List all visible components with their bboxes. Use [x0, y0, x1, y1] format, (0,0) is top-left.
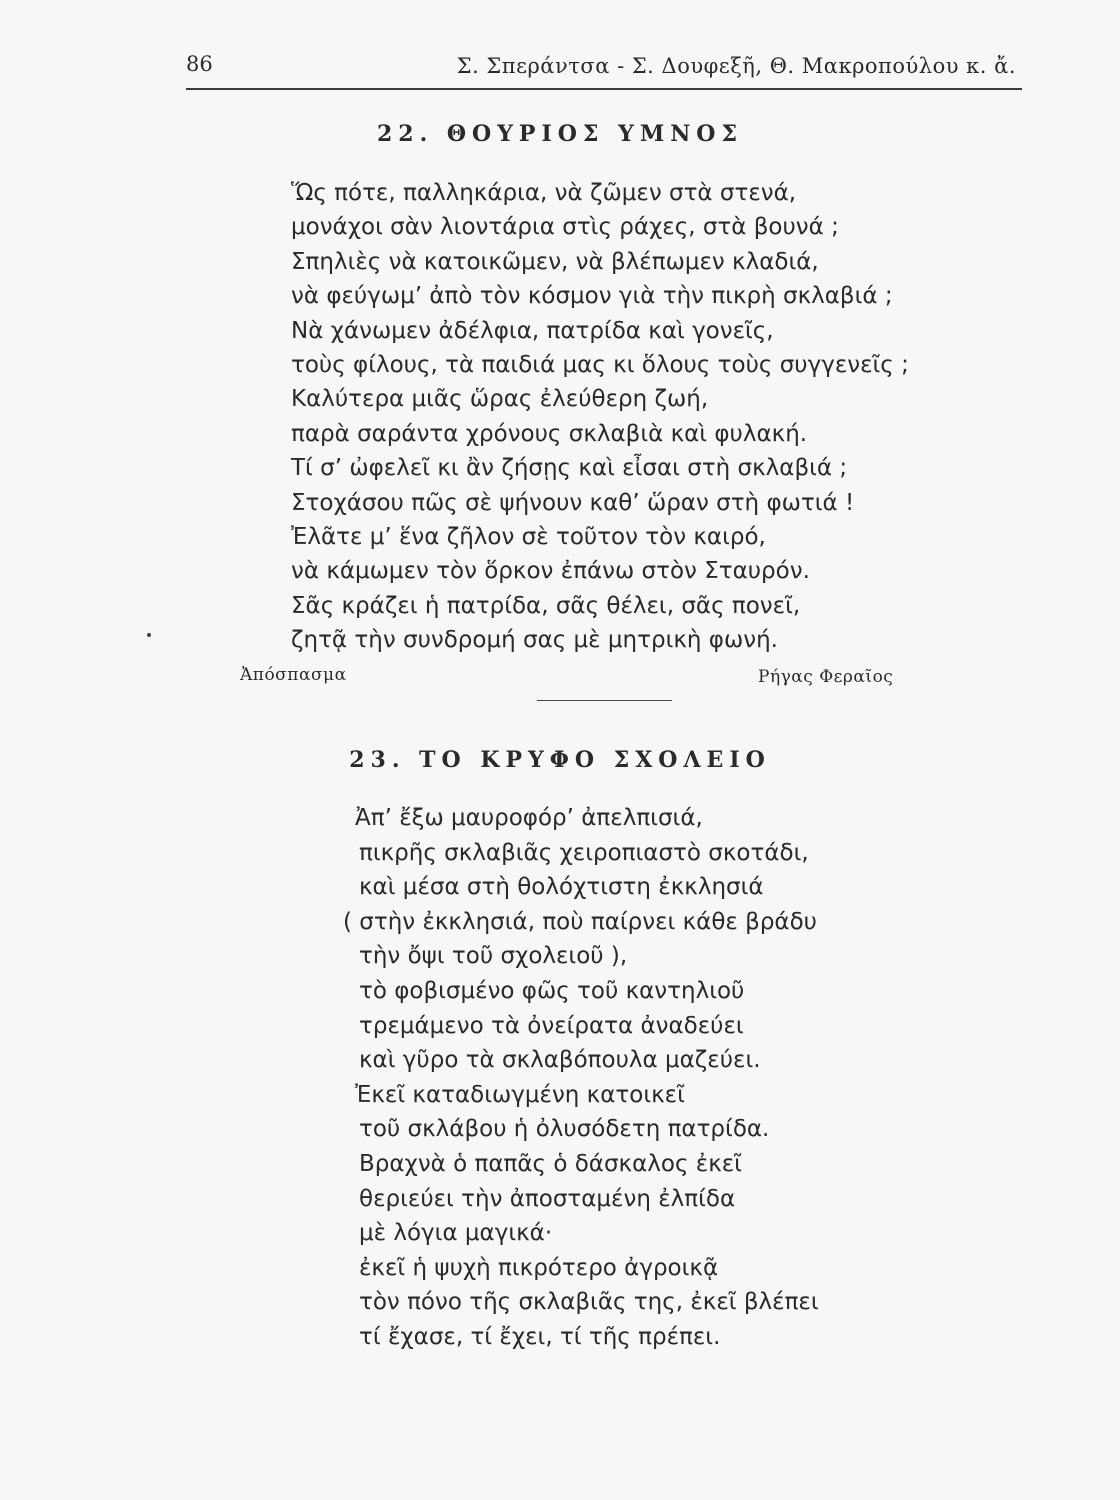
poem-line: Σᾶς κράζει ἡ πατρίδα, σᾶς θέλει, σᾶς πονεῖ, — [291, 592, 801, 619]
poem-line: Σπηλιὲς νὰ κατοικῶμεν, νὰ βλέπωμεν κλαδιά, — [291, 248, 819, 275]
poem-line: πικρῆς σκλαβιᾶς χειροπιαστὸ σκοτάδι, — [359, 839, 809, 866]
poem-line: παρὰ σαράντα χρόνους σκλαβιὰ καὶ φυλακή. — [291, 420, 808, 447]
poem-line: τί ἔχασε, τί ἔχει, τί τῆς πρέπει. — [359, 1323, 721, 1350]
poem-line: Βραχνὰ ὁ παπᾶς ὁ δάσκαλος ἐκεῖ — [359, 1150, 742, 1177]
poem-line: τρεμάμενο τὰ ὀνείρατα ἀναδεύει — [359, 1012, 744, 1039]
poem-line: Νὰ χάνωμεν ἀδέλφια, πατρίδα καὶ γονεῖς, — [291, 317, 774, 344]
section-divider — [537, 700, 672, 701]
poem-author: Ρήγας Φεραῖος — [758, 667, 894, 687]
poem-line: νὰ φεύγωμ’ ἀπὸ τὸν κόσμον γιὰ τὴν πικρὴ σκλαβιά ; — [291, 283, 893, 310]
poem-line: τὸν πόνο τῆς σκλαβιᾶς της, ἐκεῖ βλέπει — [359, 1289, 819, 1316]
excerpt-label: Ἀπόσπασμα — [240, 665, 347, 685]
poem-line: τοῦ σκλάβου ἡ ὀλυσόδετη πατρίδα. — [359, 1116, 770, 1143]
poem-line: Τί σ’ ὠφελεῖ κι ἂν ζήσῃς καὶ εἶσαι στὴ σκλαβιά ; — [291, 455, 848, 482]
poem-line: Ὥς πότε, παλληκάρια, νὰ ζῶμεν στὰ στενά, — [291, 180, 797, 206]
print-speck — [147, 633, 151, 637]
poem-line: μὲ λόγια μαγικά· — [359, 1220, 553, 1247]
poem-line: Καλύτερα μιᾶς ὥρας ἐλεύθερη ζωή, — [291, 386, 709, 413]
poem-line: Στοχάσου πῶς σὲ ψήνουν καθ’ ὥραν στὴ φωτιά ! — [291, 489, 855, 516]
poem-line: Ἀπ’ ἔξω μαυροφόρ’ ἀπελπισιά, — [355, 805, 703, 831]
poem-line: τὸ φοβισμένο φῶς τοῦ καντηλιοῦ — [359, 977, 745, 1004]
poem-line: Ἐκεῖ καταδιωγμένη κατοικεῖ — [355, 1081, 685, 1108]
poem-line: καὶ γῦρο τὰ σκλαβόπουλα μαζεύει. — [359, 1047, 761, 1074]
poem-thourios-lines — [291, 176, 909, 658]
poem-line: ζητᾷ τὴν συνδρομή σας μὲ μητρικὴ φωνή. — [291, 627, 778, 654]
poem-line: θεριεύει τὴν ἀποσταμένη ἐλπίδα — [359, 1185, 736, 1212]
poem-line: τοὺς φίλους, τὰ παιδιά μας κι ὅλους τοὺς συγγενεῖς ; — [291, 352, 909, 379]
poem-title-thourios: 22. ΘΟΥΡΙΟΣ ΥΜΝΟΣ — [376, 121, 744, 147]
poem-line: μονάχοι σὰν λιοντάρια στὶς ράχες, στὰ βουνά ; — [291, 214, 839, 241]
poem-line: νὰ κάμωμεν τὸν ὅρκον ἐπάνω στὸν Σταυρόν. — [291, 558, 810, 585]
poem-line: τὴν ὄψι τοῦ σχολειοῦ ), — [359, 943, 628, 970]
page-number: 86 — [186, 52, 213, 76]
poem-line: ( στὴν ἐκκλησιά, ποὺ παίρνει κάθε βράδυ — [343, 908, 817, 935]
poem-line: ἐκεῖ ἡ ψυχὴ πικρότερο ἀγροικᾷ — [359, 1254, 719, 1281]
poem-line: καὶ μέσα στὴ θολόχτιστη ἐκκλησιά — [359, 874, 764, 901]
poem-title-kryfo-scholeio: 23. ΤΟ ΚΡΥΦΟ ΣΧΟΛΕΙΟ — [349, 747, 771, 773]
running-head: Σ. Σπεράντσα - Σ. Δουφεξῆ, Θ. Μακροπούλου κ. ἄ. — [456, 54, 1016, 78]
page-header — [186, 48, 1022, 90]
poem-kryfo-scholeio-lines — [343, 801, 819, 1355]
poem-line: Ἐλᾶτε μ’ ἕνα ζῆλον σὲ τοῦτον τὸν καιρό, — [291, 524, 766, 551]
